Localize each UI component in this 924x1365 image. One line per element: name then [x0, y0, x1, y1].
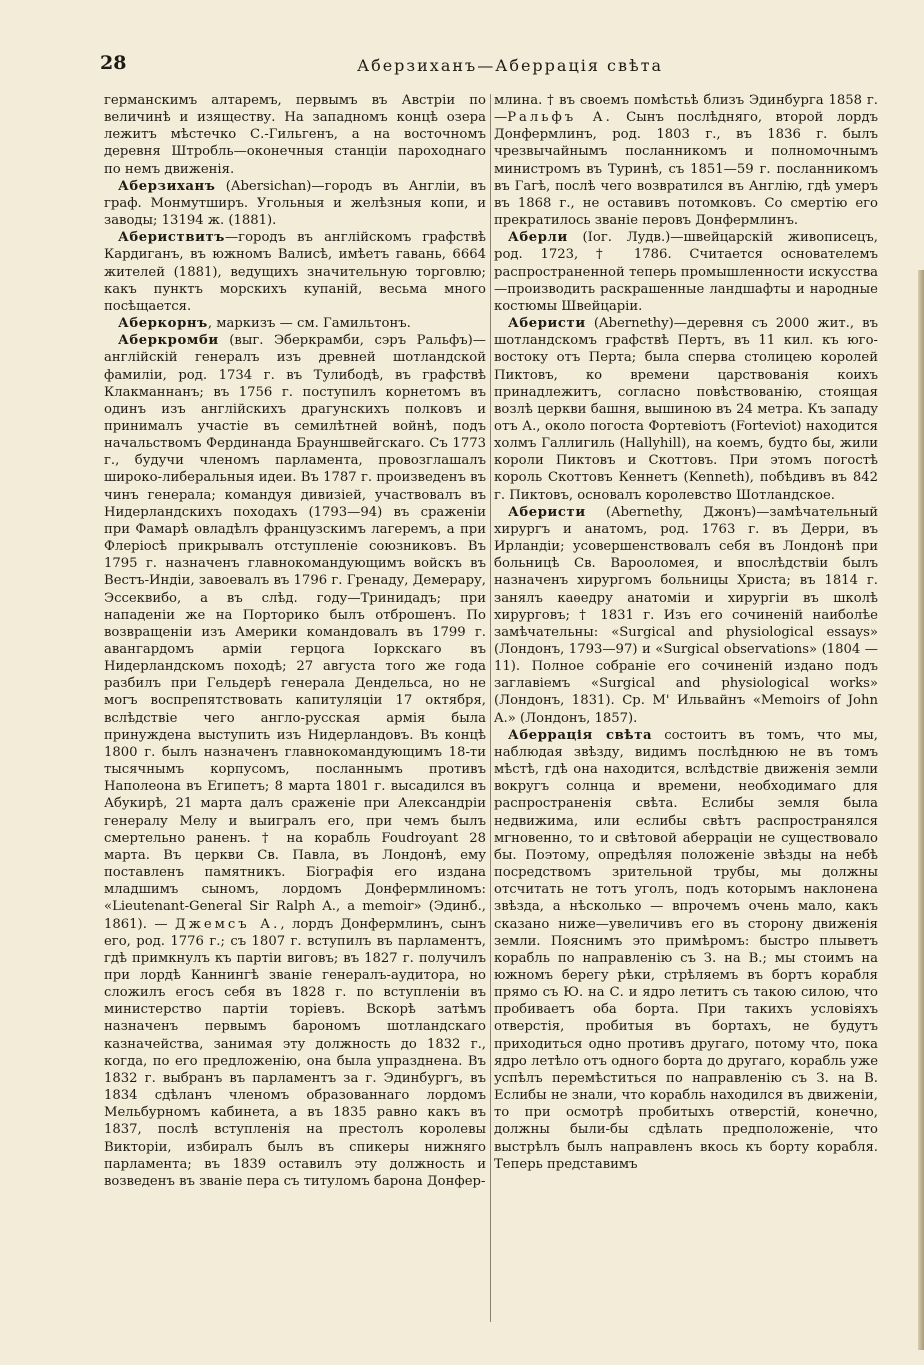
- entry-abersichan: [104, 178, 486, 229]
- subentry-name: Ральфъ А.: [507, 110, 613, 126]
- entry-headword: Абериствитъ: [118, 230, 225, 246]
- entry-text: (Abernethy)—деревня съ 2000 жит., въ шотландскомъ графствѣ Пертъ, въ 11 кил. къ юго-востоку отъ Перта; была сперва столицею королей Пиктовъ, ко времени царствованія коихъ принадлежитъ, согласно повѣствованію, стоящая возлѣ церкви башня, вышиною въ 24 метра. Къ западу отъ А., около погоста Фортевіотъ (Forteviot) находится холмъ Галлигиль (Hallyhill), на коемъ, будто бы, жили короли Пиктовъ и Скоттовъ. При этомъ погостѣ король Скоттовъ Кеннетъ (Kenneth), побѣдивъ въ 842 г. Пиктовъ, основалъ королевство Шотландское.: [494, 316, 878, 503]
- paragraph-continuation: [104, 92, 486, 178]
- entry-abernethy-village: [494, 315, 878, 504]
- page-header: [100, 52, 860, 82]
- entry-aberration-of-light: [494, 727, 878, 1173]
- entry-headword: Аберли: [508, 230, 568, 246]
- entry-aberystwith: [104, 229, 486, 315]
- entry-headword: Аберрація свѣта: [508, 727, 653, 743]
- entry-text: (выг. Эберкрамби, сэръ Ральфъ)—англійскій генералъ изъ древней шотландской фамиліи, род. 1734 г. въ Тулибодѣ, въ графствѣ Клакманнанъ; въ 1756 г. поступилъ корнетомъ въ одинъ изъ англійскихъ драгунскихъ полковъ и принималъ участіе въ семилѣтней войнѣ, подъ начальствомъ Фердинанда Брауншвейгскаго. Съ 1773 г., будучи членомъ парламента, провозглашалъ широко-либеральныя идеи. Въ 1787 г. произведенъ въ чинъ генерала; командуя дивизіей, участвовалъ въ Нидерландскихъ походахъ (1793—94) въ сраженіи при Фамарѣ овладѣлъ французскимъ лагеремъ, а при Флеріосѣ прикрывалъ отступленіе союзниковъ. Въ 1795 г. назначенъ главнокомандующимъ войскъ въ Вестъ-Индіи, завоевалъ въ 1796 г. Гренаду, Демерару, Эссеквибо, а въ слѣд. году—Тринидадъ; при нападеніи же на Порторико былъ отброшенъ. По возвращеніи изъ Америки командовалъ въ 1799 г. авангардомъ арміи герцога Іоркскаго въ Нидерландскомъ походѣ; 27 августа того же года разбилъ при Гельдерѣ генерала Дендельса, но не могъ воспрепятствовать капитуляціи 17 октября, вслѣдствіе чего англо-русская армія была принуждена выступить изъ Нидерландовъ. Въ концѣ 1800 г. былъ назначенъ главнокомандующимъ 18-ти тысячнымъ корпусомъ, посланнымъ противъ Наполеона въ Египетъ; 8 марта 1801 г. высадился въ Абукирѣ, 21 марта далъ сраженіе при Александріи генералу Мелу и выигралъ его, при чемъ былъ смертельно раненъ. † на корабль Foudroyant 28 марта. Въ церкви Св. Павла, въ Лондонѣ, ему поставленъ памятникъ. Біографія его издана младшимъ сыномъ, лордомъ Донфермлиномъ: «Lieutenant-General Sir Ralph A., a memoir» (Эдинб., 1861). —: [104, 333, 486, 932]
- entry-abercorn: [104, 315, 486, 332]
- entry-headword: Аберзиханъ: [118, 178, 216, 194]
- paragraph-continuation: [494, 92, 878, 229]
- page-edge-shadow: [918, 270, 924, 1350]
- entry-text: (Abersichan)—городъ въ Англіи, въ граф. Монмутширъ. Угольныя и желѣзныя копи, и заводы; 13194 ж. (1881).: [104, 178, 486, 229]
- entry-headword: Аберкромби: [118, 333, 219, 349]
- left-column: [104, 92, 486, 1190]
- paragraph-text: млина. † въ своемъ помѣстьѣ близъ Эдинбурга 1858 г.—: [494, 93, 878, 126]
- entry-headword: Аберкорнъ: [118, 316, 208, 332]
- entry-text: (Іог. Лудв.)—швейцарскій живописецъ, род. 1723, † 1786. Считается основателемъ распространенной теперь промышленности искусства—производить раскрашенные ландшафты и народные костюмы Швейцаріи.: [494, 230, 878, 314]
- entry-text: состоитъ въ томъ, что мы, наблюдая звѣзду, видимъ послѣднюю не въ томъ мѣстѣ, гдѣ она находится, вслѣдствіе движенія земли вокругъ солнца и времени, необходимаго для распространенія свѣта. Еслибы земля была недвижима, или еслибы свѣтъ распространялся мгновенно, то и свѣтовой аберраціи не существовало бы. Поэтому, опредѣляя положеніе звѣзды на небѣ посредствомъ зрительной трубы, мы должны отсчитать не тотъ уголъ, подъ которымъ наклонена звѣзда, а нѣсколько — впрочемъ очень мало, какъ сказано ниже—увеличивъ его въ сторону движенія земли. Пояснимъ это примѣромъ: быстро плыветъ корабль по направленію съ З. на В.; мы стоимъ на южномъ берегу рѣки, стрѣляемъ въ бортъ корабля прямо съ Ю. на С. и ядро летитъ съ такою силою, что пробиваетъ оба борта. При такихъ условіяхъ отверстія, пробитыя въ бортахъ, не будутъ приходиться одно противъ другаго, потому что, пока ядро летѣло отъ одного борта до другаго, корабль уже успѣлъ перемѣститься по направленію съ З. на В. Еслибы не знали, что корабль находился въ движеніи, то при осмотрѣ пробитыхъ отверстій, конечно, должны были-бы сдѣлать предположеніе, что выстрѣлъ былъ направленъ вкось къ борту корабля. Теперь представимъ: [494, 727, 878, 1172]
- entry-aberli: [494, 229, 878, 315]
- right-column: [494, 92, 878, 1173]
- entry-abercromby: [104, 332, 486, 1190]
- column-divider: [490, 94, 491, 1322]
- subentry-text: , лордъ Донфермлинъ, сынъ его, род. 1776 г.; съ 1807 г. вступилъ въ парламентъ, гдѣ примкнулъ къ партіи виговъ; въ 1827 г. получилъ при лордѣ Каннингѣ званіе генералъ-аудитора, но сложилъ егосъ себя въ 1828 г. по вступленіи въ министерство партіи торіевъ. Вскорѣ затѣмъ назначенъ первымъ барономъ шотландскаго казначейства, занимая эту должность до 1832 г., когда, по его предложенію, она была упразднена. Въ 1832 г. выбранъ въ парламентъ за г. Эдинбургъ, въ 1834 сдѣланъ членомъ образованнаго лордомъ Мельбурномъ кабинета, а въ 1835 равно какъ въ 1837, послѣ вступленія на престолъ королевы Викторіи, избиралъ былъ въ спикеры нижняго парламента; въ 1839 оставилъ эту должность и возведенъ въ званіе пера съ титуломъ барона Донфер-: [104, 916, 486, 1189]
- subentry-name: Джемсъ А.: [174, 916, 281, 932]
- entry-headword: Аберисти: [508, 316, 586, 332]
- entry-text: —городъ въ англійскомъ графствѣ Кардиганъ, въ южномъ Валисѣ, имѣетъ гавань, 6664 жителей (1881), ведущихъ значительную торговлю; какъ пунктъ морскихъ купаній, весьма много посѣщается.: [104, 230, 486, 314]
- page-number: 28: [100, 52, 127, 74]
- entry-text: , маркизъ — см. Гамильтонъ.: [207, 316, 411, 332]
- paragraph-text: германскимъ алтаремъ, первымъ въ Австріи по величинѣ и изяществу. На западномъ концѣ озера лежитъ мѣстечко С.-Гильгенъ, а на восточномъ деревня Штробль—оконечныя станціи пароходнаго по немъ движенія.: [104, 93, 486, 177]
- subentry-text: Сынъ послѣдняго, второй лордъ Донфермлинъ, род. 1803 г., въ 1836 г. былъ чрезвычайнымъ посланникомъ и полномочнымъ министромъ въ Туринѣ, съ 1851—59 г. посланникомъ въ Гагѣ, послѣ чего возвратился въ Англію, гдѣ умеръ въ 1868 г., не оставивъ потомковъ. Со смертію его прекратилось званіе перовъ Донфермлинъ.: [494, 110, 878, 229]
- entry-text: (Abernethy, Джонъ)—замѣчательный хирургъ и анатомъ, род. 1763 г. въ Дерри, въ Ирландіи; усовершенствовалъ себя въ Лондонѣ при больницѣ Св. Варооломея, и впослѣдствіи былъ назначенъ хирургомъ больницы Христа; въ 1814 г. занялъ каѳедру анатоміи и хирургіи въ школѣ хирурговъ; † 1831 г. Изъ его сочиненій наиболѣе замѣчательны: «Surgical and physiological essays» (Лондонъ, 1793—97) и «Surgical observations» (1804 — 11). Полное собраніе его сочиненій издано подъ заглавіемъ «Surgical and physiological works» (Лондонъ, 1831). Ср. М' Ильвайнъ «Memoirs of John A.» (Лондонъ, 1857).: [494, 504, 878, 726]
- running-title: Аберзиханъ—Аберрація свѣта: [356, 56, 664, 75]
- entry-abernethy-surgeon: [494, 504, 878, 727]
- entry-headword: Аберисти: [508, 504, 586, 520]
